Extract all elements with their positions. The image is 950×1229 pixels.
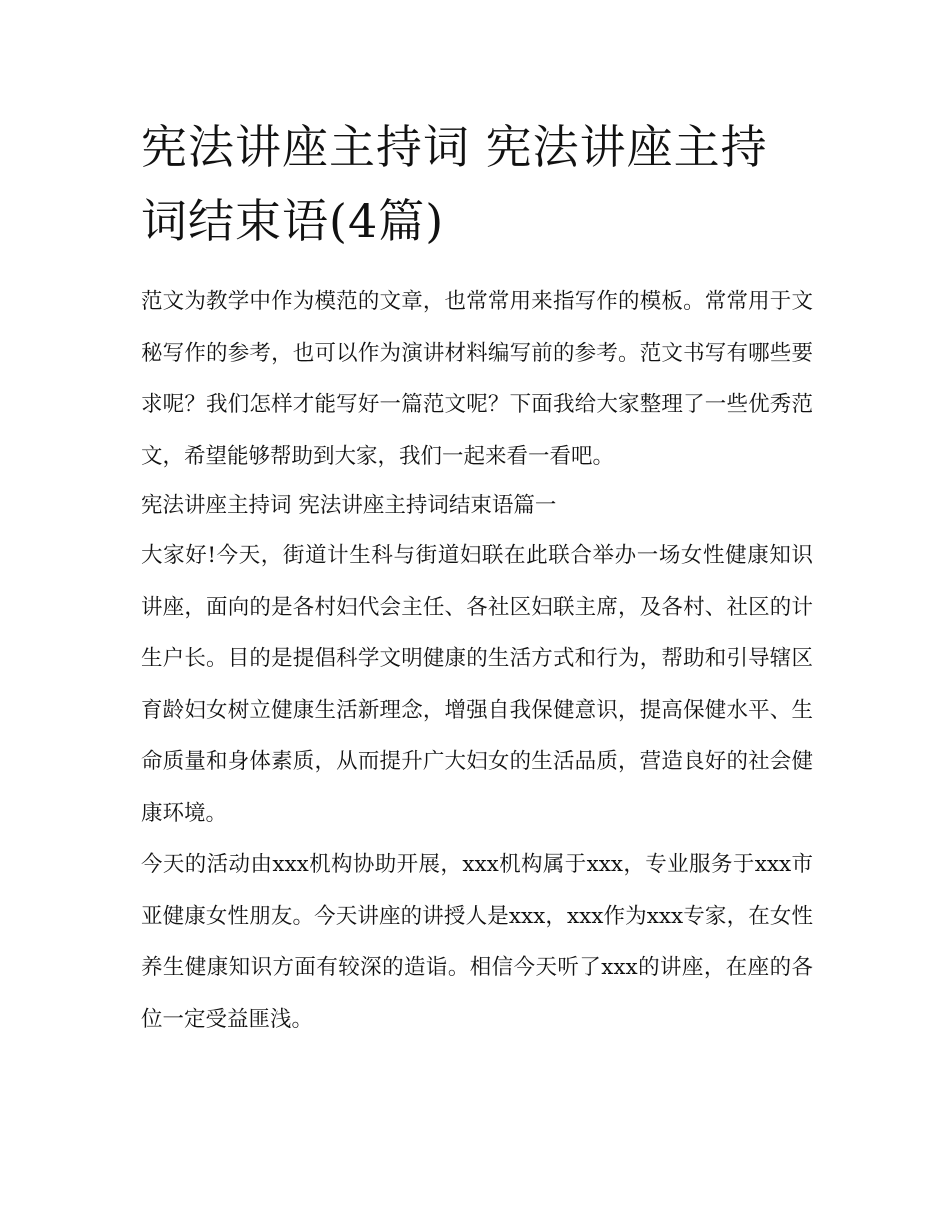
body-paragraph-2: 今天的活动由xxx机构协助开展，xxx机构属于xxx，专业服务于xxx市亚健康女性朋友。今天讲座的讲授人是xxx，xxx作为xxx专家，在女性养生健康知识方面有较深的造诣。相信今天听了xxx的讲座，在座的各位一定受益匪浅。 (141, 852, 813, 1032)
intro-paragraph: 范文为教学中作为模范的文章，也常常用来指写作的模板。常常用于文秘写作的参考，也可以作为演讲材料编写前的参考。范文书写有哪些要求呢？我们怎样才能写好一篇范文呢？下面我给大家整理了一些优秀范文，希望能够帮助到大家，我们一起来看一看吧。 (141, 289, 813, 469)
body-paragraph-1: 大家好!今天，街道计生科与街道妇联在此联合举办一场女性健康知识讲座，面向的是各村妇代会主任、各社区妇联主席，及各村、社区的计生户长。目的是提倡科学文明健康的生活方式和行为，帮助和引导辖区育龄妇女树立健康生活新理念，增强自我保健意识，提高保健水平、生命质量和身体素质，从而提升广大妇女的生活品质，营造良好的社会健康环境。 (141, 543, 813, 826)
section-heading: 宪法讲座主持词 宪法讲座主持词结束语篇一 (141, 493, 557, 518)
document-page (141, 110, 813, 1045)
document-title: 宪法讲座主持词 宪法讲座主持词结束语(4篇) (141, 120, 768, 248)
